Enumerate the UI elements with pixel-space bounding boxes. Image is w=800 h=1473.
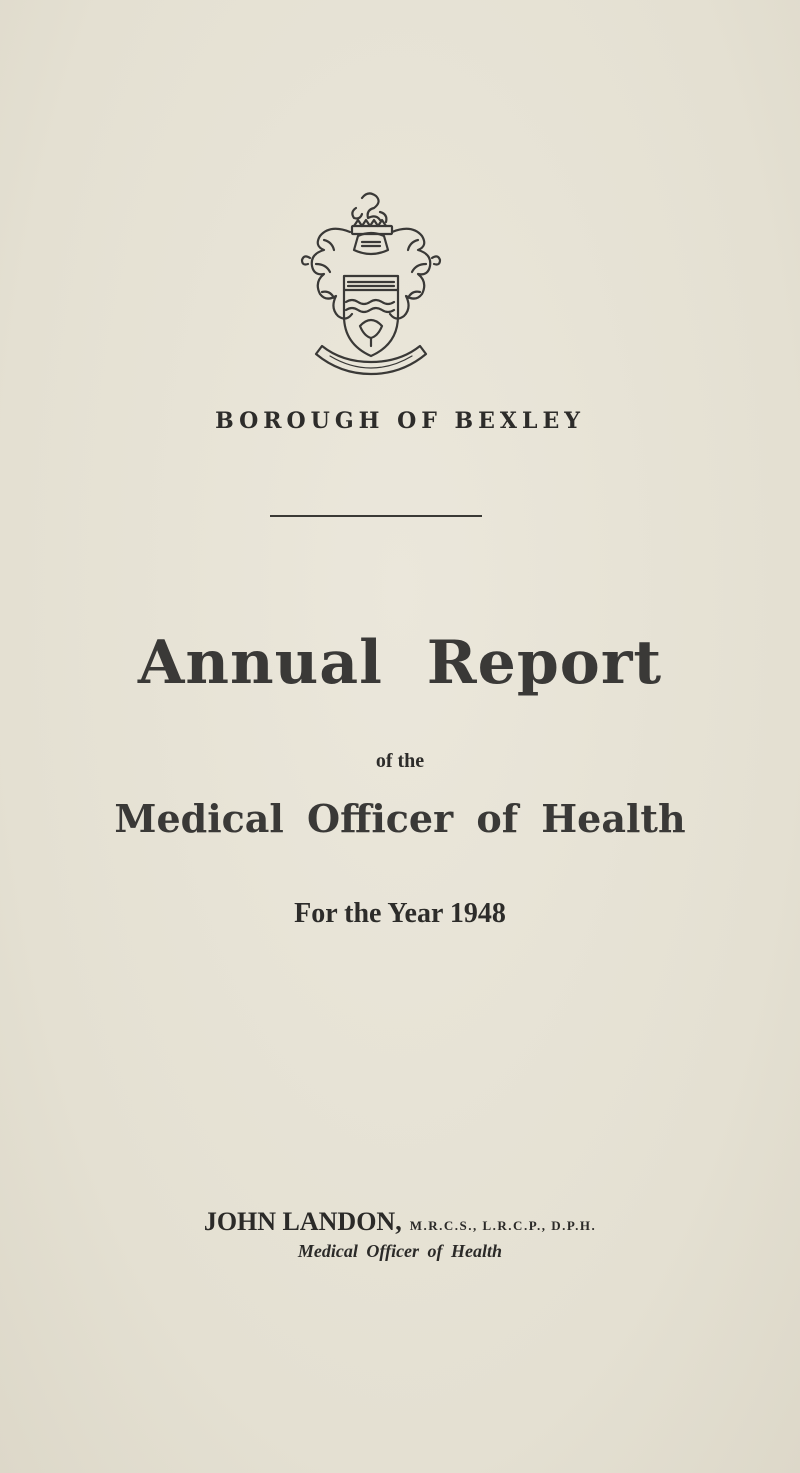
- title-connector: of the: [375, 750, 425, 772]
- report-title: Annual Report: [137, 628, 663, 698]
- divider-rule: [270, 515, 482, 517]
- author-role: Medical Officer of Health: [297, 1241, 503, 1261]
- organisation-name: BOROUGH OF BEXLEY: [215, 408, 585, 434]
- author-line: [0, 1207, 800, 1237]
- report-period: For the Year 1948: [294, 898, 506, 929]
- author-name: JOHN LANDON,: [203, 1207, 402, 1236]
- author-qualifications: M.R.C.S., L.R.C.P., D.P.H.: [409, 1218, 597, 1233]
- borough-coat-of-arms-icon: [300, 190, 442, 376]
- report-subject: Medical Officer of Health: [114, 796, 686, 841]
